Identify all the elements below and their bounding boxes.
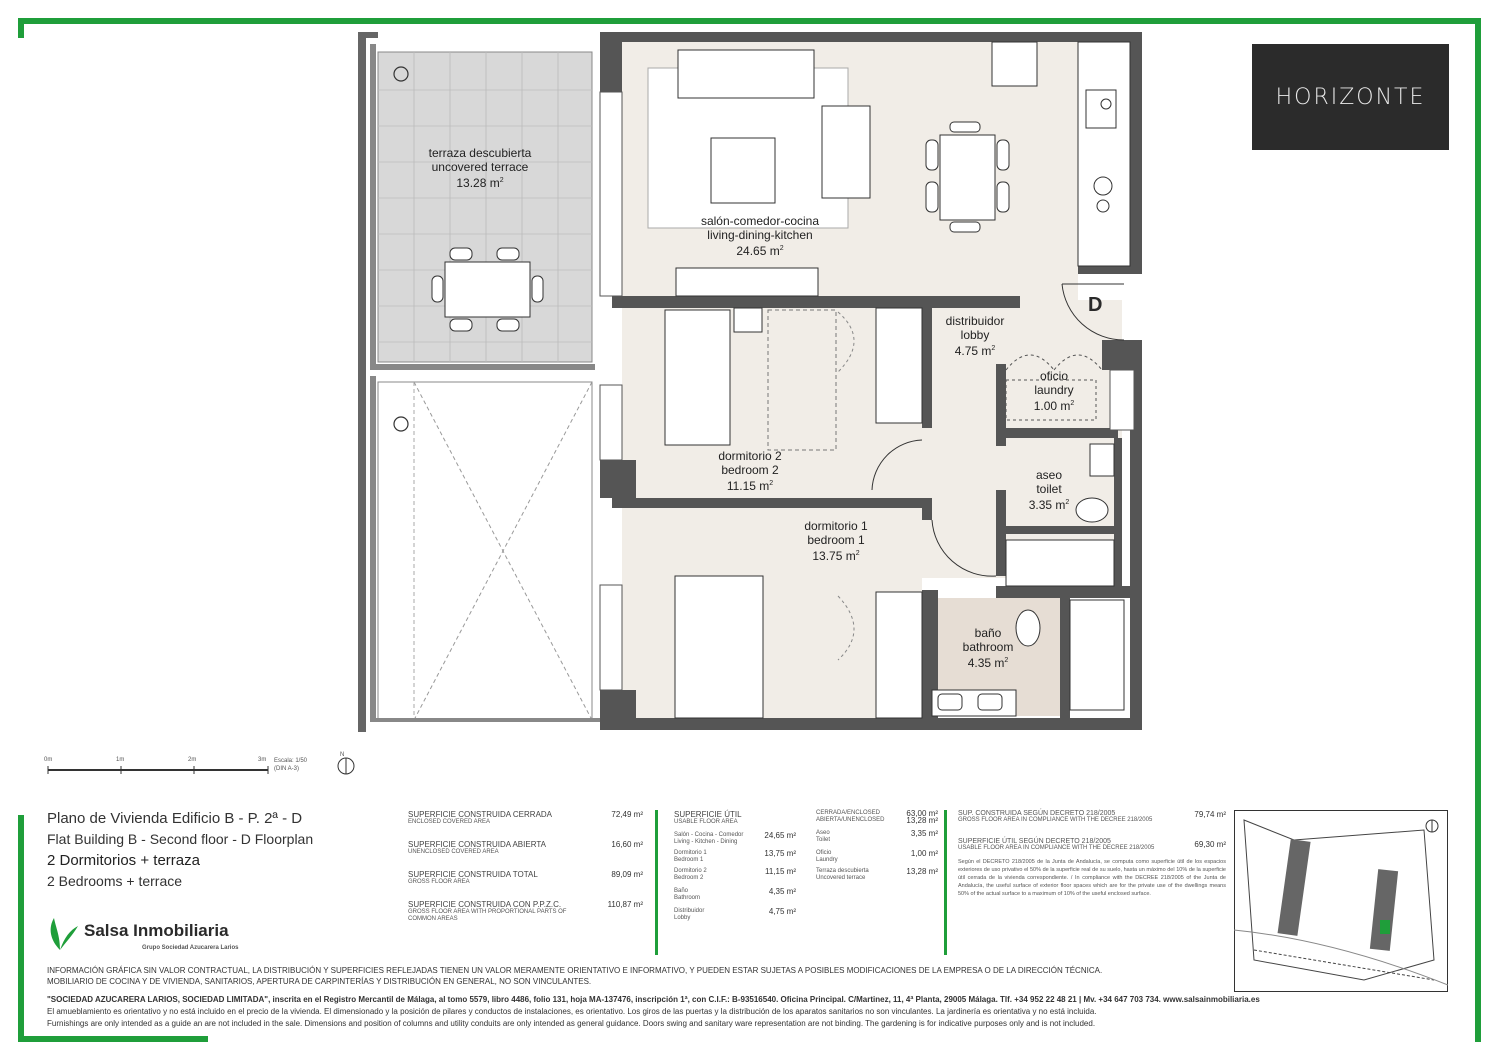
row-label: SUPERFICIE CONSTRUIDA ABIERTA bbox=[408, 840, 546, 849]
row-label: SUPERFICIE CONSTRUIDA CERRADA bbox=[408, 810, 553, 819]
room-area: 24.65 m bbox=[736, 244, 780, 258]
plan-type-en: 2 Bedrooms + terrace bbox=[47, 873, 183, 889]
room-name-es: oficio bbox=[1039, 369, 1068, 383]
room-label-laundry: oficio laundry 1.00 $m^2$ bbox=[1016, 369, 1092, 413]
room-name-es: distribuidor bbox=[945, 314, 1005, 328]
company-name: Salsa Inmobiliaria bbox=[84, 921, 229, 940]
row-value: 13,75 m² bbox=[764, 849, 796, 858]
room-area: 3.35 m bbox=[1028, 498, 1066, 512]
row-label: Baño bbox=[674, 888, 689, 894]
room-label-bed2: dormitorio 2 bedroom 2 11.15 $m^2$ bbox=[700, 449, 800, 493]
room-name-en: bathroom bbox=[962, 640, 1014, 654]
usable-row bbox=[674, 888, 796, 902]
room-name-es: dormitorio 1 bbox=[804, 519, 868, 533]
room-label-terrace: terraza descubierta uncovered terrace 13.28 $m^2$ bbox=[410, 146, 550, 190]
site-map bbox=[1234, 810, 1448, 992]
row-value: 89,09 m² bbox=[611, 870, 643, 879]
row-label: SUPERFICIE CONSTRUIDA CON P.P.Z.C. bbox=[408, 900, 562, 909]
disclaimer-line-3: "SOCIEDAD AZUCARERA LARIOS, SOCIEDAD LIMITADA", inscrita en el Registro Mercantil de Málaga, al tomo 5579, libro 4486, folio 131, hoja MA-137476, inscripción 1ª, con C.I.F.: B-93516540. Oficina Principal. C/Martinez, 11, 4ª Planta, 29005 Málaga. Tlf. +34 952 22 48 21 | Mv. +34 647 703 734. www.salsainmobiliaria.es bbox=[47, 995, 1260, 1004]
scale-north: N bbox=[340, 752, 345, 758]
scale-tick-1: 1m bbox=[116, 757, 125, 763]
room-name-es: salón-comedor-cocina bbox=[700, 214, 820, 228]
row-value: 4,35 m² bbox=[768, 887, 796, 896]
row-label: Dormitorio 1 bbox=[674, 850, 707, 856]
usable2-row bbox=[816, 850, 938, 864]
usable-row bbox=[674, 908, 796, 922]
room-name-en: laundry bbox=[1034, 383, 1074, 397]
plan-title-es: Plano de Vivienda Edificio B - P. 2ª - D bbox=[47, 810, 303, 827]
scale-tick-0: 0m bbox=[44, 757, 53, 763]
room-label-bed1: dormitorio 1 bedroom 1 13.75 $m^2$ bbox=[786, 519, 886, 563]
row-sub: GROSS FLOOR AREA bbox=[408, 879, 470, 885]
row-label: Oficio bbox=[816, 850, 832, 856]
company-subtitle: Grupo Sociedad Azucarera Larios bbox=[142, 945, 239, 951]
coffee-table bbox=[711, 138, 775, 203]
row-sub: Laundry bbox=[816, 857, 838, 863]
scale-tick-3: 3m bbox=[258, 757, 267, 763]
disclaimer-line-2: MOBILIARIO DE COCINA Y DE VIVIENDA, SANITARIOS, APERTURA DE CARPINTERÍAS Y DISTRIBUCIÓN EN GENERAL, NO SON VINCULANTES. bbox=[47, 977, 592, 986]
usable2-row bbox=[816, 830, 938, 844]
row-label: Terraza descubierta bbox=[816, 868, 869, 874]
horizonte-logo: HORIZONTE bbox=[1252, 44, 1449, 150]
plan-type-es: 2 Dormitorios + terraza bbox=[47, 852, 200, 869]
room-area: 13.75 m bbox=[812, 549, 856, 563]
bed2-bed bbox=[665, 310, 730, 445]
bed1-wardrobe bbox=[876, 592, 922, 718]
decree-row1-value: 79,74 m² bbox=[1194, 810, 1226, 819]
row-sub: Bathroom bbox=[674, 895, 701, 901]
disclaimer-line-4: El amueblamiento es orientativo y no está incluido en el precio de la vivienda. El dimensionado y la posición de pilares y conductos de instalaciones, es orientativo. Los giros de las puertas y la distribución de los aparatos sanitarios no son vinculantes. La jardinería es orientativa y no está incluida. bbox=[47, 1007, 1097, 1016]
room-name-en: bedroom 2 bbox=[721, 463, 779, 477]
built-area-row bbox=[408, 900, 643, 923]
row-sub: UNENCLOSED COVERED AREA bbox=[408, 849, 499, 855]
disclaimer-line-1: INFORMACIÓN GRÁFICA SIN VALOR CONTRACTUAL, LA DISTRIBUCIÓN Y SUPERFICIES REFLEJADAS TIENEN UN VALOR MERAMENTE ORIENTATIVO E INFORMATIVO, Y PUEDEN ESTAR SUJETAS A POSIBLES MODIFICACIONES DE LA EMPRESA O DE LA DIRECCIÓN TÉCNICA. bbox=[47, 966, 1103, 975]
row-label: Aseo bbox=[816, 830, 830, 836]
sofa bbox=[678, 50, 814, 98]
room-name-en: bedroom 1 bbox=[807, 533, 865, 547]
room-label-bath: baño bathroom 4.35 $m^2$ bbox=[944, 626, 1032, 670]
row-sub: GROSS FLOOR AREA WITH PROPORTIONAL PARTS OF COMMON AREAS bbox=[408, 909, 567, 922]
row-value: 24,65 m² bbox=[764, 831, 796, 840]
void-area bbox=[378, 382, 592, 720]
usable-row bbox=[674, 832, 796, 846]
row-value: 16,60 m² bbox=[611, 840, 643, 849]
row-sub: Living - Kitchen - Dining bbox=[674, 839, 738, 845]
row-sub: Toilet bbox=[816, 837, 831, 843]
room-name-en: toilet bbox=[1036, 482, 1062, 496]
row-sub: ENCLOSED COVERED AREA bbox=[408, 819, 491, 825]
windows bbox=[600, 92, 622, 690]
frame-left-lower-bar bbox=[18, 815, 24, 1042]
row-value: 1,00 m² bbox=[910, 849, 938, 858]
decree-note: Según el DECRETO 218/2005 de la Junta de Andalucía, se computa como superficie útil de los espacios exteriores de uso privativo el 50% de la superficie real de su suelo, hasta un máximo del 10% de la superficie útil cerrada de la vivienda correspondiente. / In compliance with the DECREE 218/2005 of the Junta de Andalucía, the useful surface of exterior floor spaces which are for the private use of the dwellings means 50% of the actual surface to a maximum of 10% of the useful enclosed surface. bbox=[958, 859, 1226, 897]
disclaimer-line-5: Furnishings are only intended as a guide an are not included in the sale. Dimensions and position of columns and utility conduits are only intended as general guidance. Doors swing and sanitary ware representation are not binding. The gardening is for indicative purposes only and is not included. bbox=[47, 1019, 1096, 1028]
row-value: 13,28 m² bbox=[906, 867, 938, 876]
room-name-en: uncovered terrace bbox=[431, 160, 529, 174]
row-value: 13,28 m² bbox=[906, 816, 938, 825]
row-value: 72,49 m² bbox=[611, 810, 643, 819]
row-label: Salón - Cocina - Comedor bbox=[674, 832, 744, 838]
room-name-es: terraza descubierta bbox=[428, 146, 532, 160]
row-value: 110,87 m² bbox=[607, 900, 643, 909]
room-label-toilet: aseo toilet 3.35 $m^2$ bbox=[1012, 468, 1086, 512]
room-label-lobby: distribuidor lobby 4.75 $m^2$ bbox=[930, 314, 1020, 358]
scale-paper: (DIN A-3) bbox=[274, 766, 300, 772]
room-area: 1.00 m bbox=[1033, 399, 1071, 413]
scale-tick-2: 2m bbox=[188, 757, 197, 763]
company-leaf-icon bbox=[40, 912, 80, 952]
built-area-row bbox=[408, 870, 643, 886]
divider-2 bbox=[944, 810, 947, 955]
row-value: 4,75 m² bbox=[768, 907, 796, 916]
usable-areas bbox=[674, 810, 796, 921]
bed1-bed bbox=[675, 576, 763, 718]
plan-title-en: Flat Building B - Second floor - D Floorplan bbox=[47, 831, 314, 847]
row-label: SUPERFICIE CONSTRUIDA TOTAL bbox=[408, 870, 538, 879]
decree-row1-label: SUP. CONSTRUIDA SEGÚN DECRETO 218/2005 bbox=[958, 810, 1116, 817]
usable2-title: CERRADA/ENCLOSED bbox=[816, 810, 881, 816]
room-area: 4.35 m bbox=[967, 656, 1005, 670]
row-sub: Uncovered terrace bbox=[816, 875, 866, 881]
room-area: 11.15 m bbox=[726, 479, 770, 493]
room-name-es: baño bbox=[974, 626, 1002, 640]
usable2-subtitle: ABIERTA/UNENCLOSED bbox=[816, 817, 885, 823]
bed2-wardrobe bbox=[876, 308, 922, 423]
row-sub: Bedroom 1 bbox=[674, 857, 704, 863]
decree-block bbox=[958, 810, 1226, 898]
kitchen-counter bbox=[1078, 42, 1130, 266]
built-area-row bbox=[408, 840, 643, 856]
room-label-living: salón-comedor-cocina living-dining-kitchen 24.65 $m^2$ bbox=[660, 214, 860, 258]
row-value: 3,35 m² bbox=[910, 829, 938, 838]
usable-areas-2 bbox=[816, 809, 938, 881]
unit-letter: D bbox=[1088, 294, 1103, 316]
row-value: 11,15 m² bbox=[765, 867, 796, 876]
room-name-en: living-dining-kitchen bbox=[707, 228, 813, 242]
dining-table bbox=[940, 135, 995, 220]
room-name-en: lobby bbox=[960, 328, 990, 342]
usable-title: SUPERFICIE ÚTIL bbox=[674, 810, 742, 819]
terrace-table bbox=[445, 262, 530, 317]
row-sub: Bedroom 2 bbox=[674, 875, 704, 881]
usable-subtitle: USABLE FLOOR AREA bbox=[674, 819, 738, 825]
decree-row2-sub: USABLE FLOOR AREA IN COMPLIANCE WITH THE DECREE 218/2005 bbox=[958, 845, 1155, 851]
room-area: 13.28 m bbox=[456, 176, 500, 190]
divider-1 bbox=[655, 810, 658, 955]
room-area: 4.75 m bbox=[954, 344, 992, 358]
row-sub: Lobby bbox=[674, 915, 691, 921]
decree-row1-sub: GROSS FLOOR AREA IN COMPLIANCE WITH THE DECREE 218/2005 bbox=[958, 817, 1153, 823]
frame-bottom-bar bbox=[18, 1036, 208, 1042]
row-value: 63,00 m² bbox=[906, 809, 938, 818]
built-area-row bbox=[408, 810, 643, 826]
usable-row bbox=[674, 850, 796, 864]
tv-unit bbox=[676, 268, 818, 296]
row-label: Dormitorio 2 bbox=[674, 868, 707, 874]
room-name-es: dormitorio 2 bbox=[718, 449, 782, 463]
row-label: Distribuidor bbox=[674, 908, 705, 914]
usable-row bbox=[674, 868, 796, 882]
decree-row2-value: 69,30 m² bbox=[1194, 840, 1226, 849]
scale-label: Escala: 1/50 bbox=[274, 758, 308, 764]
decree-row2-label: SUPERFICIE ÚTIL SEGÚN DECRETO 218/2005 bbox=[958, 838, 1111, 845]
usable2-row bbox=[816, 868, 938, 882]
room-name-es: aseo bbox=[1035, 468, 1063, 482]
